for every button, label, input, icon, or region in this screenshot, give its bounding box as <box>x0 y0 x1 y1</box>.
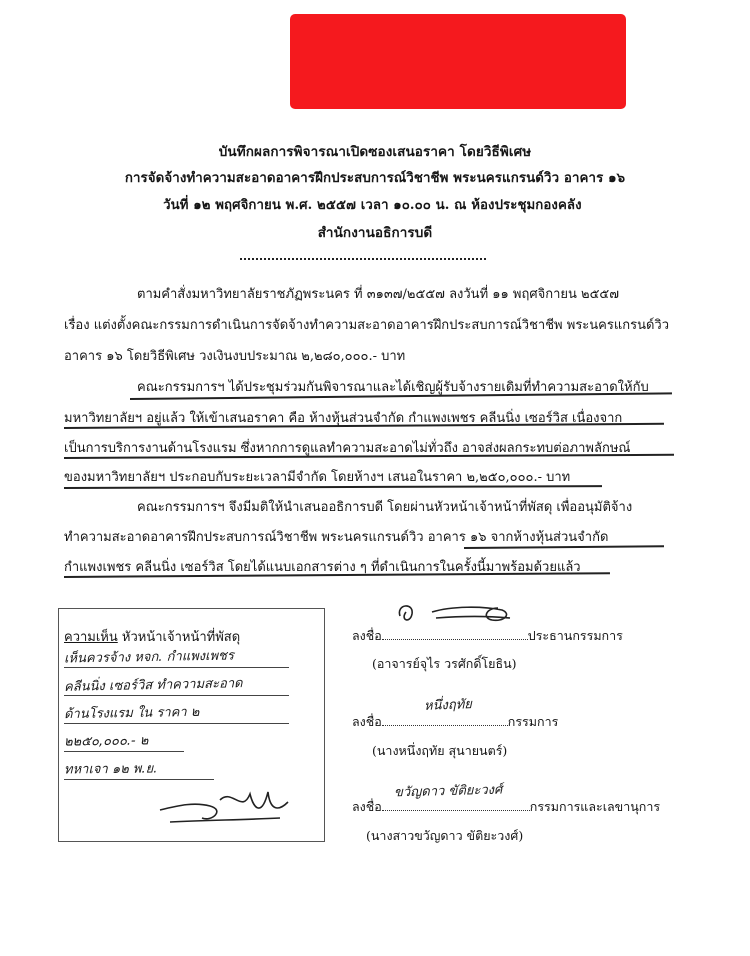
opinion-handwriting-line2: คลีนนิ่ง เซอร์วิส ทำความสะอาด <box>63 676 243 695</box>
opinion-handwriting-line5: ทหาเจา ๑๒ พ.ย. <box>63 761 158 778</box>
sign-dotted-line <box>382 627 528 640</box>
body-p3-line2: ทำความสะอาดอาคารฝึกประสบการณ์วิชาชีพ พระนครแกรนด์วิว อาคาร ๑๖ จากห้างหุ้นส่วนจำกัด <box>64 530 609 545</box>
opinion-handwriting-line4: ๒๒๕๐,๐๐๐.- ๒ <box>63 733 149 750</box>
writing-line <box>64 723 289 724</box>
memo-datetime: วันที่ ๑๒ พฤศจิกายน พ.ศ. ๒๕๕๗ เวลา ๑๐.๐๐ น. ณ ห้องประชุมกองคลัง <box>163 198 582 213</box>
body-p1-line3: อาคาร ๑๖ โดยวิธีพิเศษ วงเงินงบประมาณ ๒,๒๘๐,๐๐๐.- บาท <box>64 349 406 364</box>
body-p1-line1: ตามคำสั่งมหาวิทยาลัยราชภัฏพระนคร ที่ ๓๑๓๗/๒๕๕๗ ลงวันที่ ๑๑ พฤศจิกายน ๒๕๕๗ <box>137 287 620 302</box>
secretary-signature: ขวัญดาว ขัติยะวงศ์ <box>393 782 503 801</box>
writing-line <box>64 695 289 696</box>
opinion-header <box>64 626 240 647</box>
sign-prefix: ลงชื่อ <box>352 799 382 814</box>
handwritten-underline <box>464 545 664 549</box>
body-p2-line1: คณะกรรมการฯ ได้ประชุมร่วมกันพิจารณาและได้เชิญผู้รับจ้างรายเดิมที่ทำความสะอาดให้กับ <box>137 380 649 395</box>
redaction-block <box>290 14 626 109</box>
chair-sign-line <box>352 626 623 646</box>
chair-role: ประธานกรรมการ <box>527 628 623 643</box>
body-p3-line1: คณะกรรมการฯ จึงมีมติให้นำเสนออธิการบดี โดยผ่านหัวหน้าเจ้าหน้าที่พัสดุ เพื่ออนุมัติจ้าง <box>137 500 633 515</box>
sign-prefix: ลงชื่อ <box>352 628 382 643</box>
chair-signature <box>392 598 532 628</box>
opinion-label: ความเห็น <box>64 630 118 645</box>
opinion-handwriting-line1: เห็นควรจ้าง หจก. กำแพงเพชร <box>63 648 235 667</box>
body-p2-line2: มหาวิทยาลัยฯ อยู่แล้ว ให้เข้าเสนอราคา คือ ห้างหุ้นส่วนจำกัด กำแพงเพชร คลีนนิ่ง เซอร์วิส เนื่องจาก <box>64 411 623 426</box>
body-p1-line2: เรื่อง แต่งตั้งคณะกรรมการดำเนินการจัดจ้างทำความสะอาดอาคารฝึกประสบการณ์วิชาชีพ พระนครแกรนด์วิว <box>64 318 670 333</box>
secretary-role: กรรมการและเลขานุการ <box>529 799 661 814</box>
opinion-signature <box>150 780 300 830</box>
title-divider <box>240 258 486 260</box>
writing-line <box>64 751 184 752</box>
member-name: (นางหนึ่งฤทัย สุนายนตร์) <box>372 743 508 758</box>
memo-office: สำนักงานอธิการบดี <box>317 225 433 241</box>
secretary-name: (นางสาวขวัญดาว ขัติยะวงศ์) <box>366 828 524 843</box>
member-signature: หนึ่งฤทัย <box>423 697 473 714</box>
opinion-handwriting-line3: ด้านโรงแรม ใน ราคา ๒ <box>63 704 200 723</box>
body-p2-line4: ของมหาวิทยาลัยฯ ประกอบกับระยะเวลามีจำกัด โดยห้างฯ เสนอในราคา ๒,๒๕๐,๐๐๐.- บาท <box>64 470 571 485</box>
body-p3-line3: กำแพงเพชร คลีนนิ่ง เซอร์วิส โดยได้แนบเอกสารต่าง ๆ ที่ดำเนินการในครั้งนี้มาพร้อมด้วยแล้ว <box>64 560 581 575</box>
memo-title: บันทึกผลการพิจารณาเปิดซองเสนอราคา โดยวิธีพิเศษ <box>218 144 532 160</box>
chair-name: (อาจารย์จุไร วรศักดิ์โยธิน) <box>372 656 517 671</box>
body-p2-line3: เป็นการบริการงานด้านโรงแรม ซึ่งหากการดูแลทำความสะอาดไม่ทั่วถึง อาจส่งผลกระทบต่อภาพลักษณ์ <box>64 441 631 456</box>
member-role: กรรมการ <box>507 714 559 729</box>
opinion-title: หัวหน้าเจ้าหน้าที่พัสดุ <box>121 630 241 645</box>
sign-prefix: ลงชื่อ <box>352 714 382 729</box>
writing-line <box>64 667 289 668</box>
member-sign-line <box>352 712 558 732</box>
memo-subject: การจัดจ้างทำความสะอาดอาคารฝึกประสบการณ์วิชาชีพ พระนครแกรนด์วิว อาคาร ๑๖ <box>124 171 626 186</box>
